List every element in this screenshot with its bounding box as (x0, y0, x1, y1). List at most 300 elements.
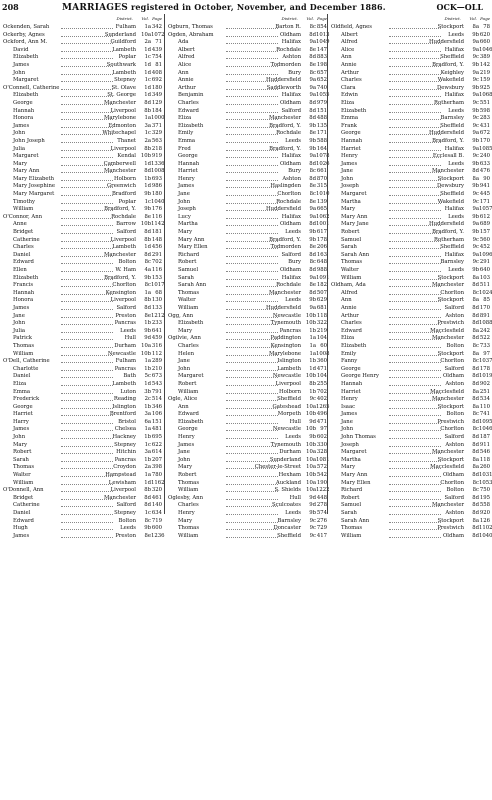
entry-page: 741 (479, 411, 490, 418)
register-entry (329, 373, 491, 381)
entry-volume: 8c (472, 479, 479, 486)
register-entry (329, 487, 491, 495)
entry-page: 452 (479, 244, 490, 251)
entry-page: 1053 (479, 479, 492, 486)
entry-name: Mary (13, 160, 28, 167)
leader-dots (61, 142, 113, 143)
entry-district: Holborn (278, 388, 301, 395)
entry-name: Thomas (341, 525, 363, 532)
register-entry (329, 108, 491, 116)
register-column-2 (166, 14, 330, 539)
entry-volume: 1b (309, 388, 316, 395)
register-entry (329, 457, 491, 465)
entry-volume: 9a (309, 304, 316, 311)
entry-page: 97 (320, 426, 327, 433)
register-entry (166, 389, 328, 397)
entry-page: 110 (479, 403, 490, 410)
leader-dots (226, 430, 278, 431)
leader-dots (61, 393, 113, 394)
register-entry (166, 39, 328, 47)
register-entry (329, 252, 491, 260)
entry-page: 925 (479, 84, 490, 91)
entry-volume: 9d (144, 335, 151, 342)
register-entry (1, 275, 163, 283)
register-entry (166, 351, 328, 359)
entry-name: Charles (178, 342, 199, 349)
entry-volume: 8c (472, 487, 479, 494)
leader-dots (61, 370, 113, 371)
entry-district: Bury (288, 69, 301, 76)
leader-dots (61, 423, 113, 424)
entry-page: 126 (479, 517, 490, 524)
entry-page: 657 (316, 69, 327, 76)
entry-volume: 8e (309, 130, 316, 137)
entry-volume: 2c (144, 396, 151, 403)
entry-page: 854 (316, 24, 327, 30)
entry-page: 60 (320, 342, 327, 349)
register-entry (329, 62, 491, 70)
register-entry (166, 495, 328, 503)
leader-dots (61, 468, 113, 469)
entry-name: Henry (178, 434, 195, 441)
leader-dots (226, 453, 278, 454)
register-entry (329, 161, 491, 169)
entry-name: James (13, 532, 30, 539)
entry-name: Mary Ellen (341, 479, 371, 486)
entry-page: 511 (479, 282, 490, 289)
entry-district: Lambeth (112, 46, 136, 53)
leader-dots (389, 317, 441, 318)
register-entry (1, 229, 163, 237)
entry-page: 481 (151, 426, 162, 433)
entry-volume: 9b (472, 183, 479, 190)
entry-volume: 1d (144, 61, 151, 68)
entry-name: Sarah Ann (341, 517, 370, 524)
leader-dots (389, 415, 441, 416)
entry-district: Liverpool (110, 236, 136, 243)
entry-volume: 9b (144, 274, 151, 281)
register-entry (166, 457, 328, 465)
entry-volume: 10b (305, 373, 316, 380)
entry-volume: 9a (309, 153, 316, 160)
register-entry (1, 502, 163, 510)
entry-district: Bolton (118, 259, 136, 266)
entry-page: 693 (151, 175, 162, 182)
entry-volume: 8d (472, 373, 479, 380)
entry-page: 1049 (316, 39, 330, 46)
leader-dots (226, 423, 278, 424)
entry-district: Bolton (446, 342, 464, 349)
entry-volume: 8d (309, 251, 316, 258)
leader-dots (61, 332, 113, 333)
leader-dots (226, 218, 278, 219)
entry-name: John (13, 130, 26, 137)
entry-volume: 8d (309, 267, 316, 273)
entry-district: Oldham (279, 99, 301, 106)
entry-volume: 8d (144, 99, 151, 106)
register-entry (166, 419, 328, 427)
entry-volume: 8c (309, 168, 316, 175)
entry-district: Rochdale (276, 198, 301, 205)
register-entry (166, 176, 328, 184)
entry-name: Elizabeth (13, 54, 39, 61)
entry-volume: 10a (306, 479, 316, 486)
heading-district: District. (116, 16, 133, 21)
entry-district: Macclesfield (430, 464, 464, 471)
entry-district: Liverpool (110, 145, 136, 152)
entry-name: Timothy (13, 198, 35, 205)
entry-district: Oldham (442, 532, 464, 539)
entry-page: 219 (316, 327, 327, 334)
entry-volume: 1c (144, 441, 151, 448)
leader-dots (61, 58, 113, 59)
entry-name: Margaret (341, 449, 367, 456)
leader-dots (61, 28, 113, 29)
entry-name: William (178, 304, 199, 311)
leader-dots (226, 263, 278, 264)
register-entry (1, 267, 163, 275)
leader-dots (61, 415, 113, 416)
entry-district: Bradford, Y. (104, 274, 136, 281)
entry-volume: 8a (472, 517, 479, 524)
entry-page: 780 (151, 472, 162, 479)
entry-volume: 9b (144, 525, 151, 532)
register-entry (166, 305, 328, 313)
entry-volume: 2a (144, 137, 151, 144)
register-entry (329, 244, 491, 252)
register-entry (1, 70, 163, 78)
register-entry (166, 32, 328, 40)
entry-district: Thanet (117, 137, 136, 144)
register-entry (166, 138, 328, 146)
entry-name: Harriet (13, 411, 33, 418)
entry-district: Salford (444, 365, 464, 372)
entry-volume: 1d (144, 46, 151, 53)
entry-page: 78 (483, 24, 490, 30)
entry-volume: 9b (309, 137, 316, 144)
entry-page: 278 (316, 502, 327, 509)
entry-name: George (341, 130, 361, 137)
leader-dots (61, 233, 113, 234)
entry-volume: 8d (309, 54, 316, 61)
entry-volume: 9a (309, 92, 316, 99)
column-headings (166, 14, 328, 24)
entry-name: Charles (178, 99, 199, 106)
entry-volume: 8d (472, 335, 479, 342)
leader-dots (226, 142, 278, 143)
register-entry (166, 62, 328, 70)
leader-dots (61, 309, 113, 310)
leader-dots (226, 370, 278, 371)
entry-volume: 8d (472, 472, 479, 479)
entry-name: Ockerby, Agnes (3, 31, 45, 38)
entry-name: Frederick (13, 396, 40, 403)
entry-name: Honora (13, 115, 34, 122)
entry-name: James (13, 304, 30, 311)
entry-district: Sunderland (269, 456, 301, 463)
entry-district: Dewsbury (437, 84, 464, 91)
entry-page: 902 (479, 380, 490, 387)
entry-name: Harriet (341, 388, 361, 395)
register-entry (329, 214, 491, 222)
column-divider (164, 14, 165, 514)
leader-dots (226, 172, 278, 173)
register-entry (166, 313, 328, 321)
blank-page-area (0, 516, 491, 800)
register-entry (1, 123, 163, 131)
entry-page: 1072 (151, 31, 165, 38)
entry-district: Lambeth (112, 244, 136, 251)
entry-name: William (13, 479, 34, 486)
leader-dots (389, 51, 441, 52)
entry-district: Chorlton (440, 426, 464, 433)
entry-page: 1024 (479, 289, 492, 296)
leader-dots (226, 362, 278, 363)
leader-dots (389, 324, 441, 325)
leader-dots (389, 248, 441, 249)
entry-name: Hugh (13, 525, 28, 532)
entry-name: O'Donnell, Ann (3, 487, 44, 494)
entry-page: 116 (151, 267, 162, 273)
entry-name: Mary Ann (341, 213, 368, 220)
entry-name: Charlotte (13, 365, 39, 372)
register-entry (329, 426, 491, 434)
register-entry (329, 138, 491, 146)
leader-dots (389, 362, 441, 363)
entry-name: Ann (178, 69, 189, 76)
register-entry (1, 442, 163, 450)
entry-page: 389 (479, 54, 490, 61)
register-entry (329, 54, 491, 62)
title-caps: MARRIAGES (62, 3, 128, 13)
entry-page: 729 (316, 525, 327, 532)
heading-volume: Vol. (141, 16, 149, 21)
register-entry (329, 411, 491, 419)
entry-name: Annie (178, 77, 194, 84)
heading-page: Page (152, 16, 162, 21)
entry-page: 371 (151, 122, 162, 129)
entry-district: Camberwell (103, 160, 136, 167)
title-rest: registered in October, November, and December 1886. (130, 2, 386, 12)
entry-page: 719 (151, 517, 162, 524)
entry-name: Mary Elizabeth (13, 175, 55, 182)
entry-volume: 10b (305, 312, 316, 319)
entry-page: 488 (316, 115, 327, 122)
entry-volume: 9c (309, 396, 316, 403)
entry-name: Sarah (178, 274, 194, 281)
register-entry (329, 404, 491, 412)
entry-district: Oldham (442, 373, 464, 380)
entry-page: 661 (316, 168, 327, 175)
entry-volume: 8d (144, 494, 151, 501)
entry-name: James (341, 411, 358, 418)
entry-district: Pancras (114, 365, 136, 372)
register-entry (166, 252, 328, 260)
entry-district: Wakefield (437, 77, 464, 84)
register-entry (1, 389, 163, 397)
entry-name: Sarah Ann (341, 251, 370, 258)
leader-dots (226, 408, 278, 409)
entry-page: 471 (316, 418, 327, 425)
entry-volume: 8d (309, 160, 316, 167)
entry-volume: 8b (144, 487, 151, 494)
entry-name: Catherine (13, 502, 40, 509)
heading-district: District. (444, 16, 461, 21)
register-entry (166, 290, 328, 298)
entry-district: Salford (444, 304, 464, 311)
leader-dots (61, 66, 113, 67)
entry-page: 182 (316, 282, 327, 289)
register-entry (166, 434, 328, 442)
entry-page: 190 (316, 479, 327, 486)
entry-volume: 8d (144, 229, 151, 236)
entry-page: 104 (316, 373, 327, 380)
entry-district: Halifax (281, 153, 301, 160)
register-entry (1, 168, 163, 176)
register-entry (166, 404, 328, 412)
leader-dots (61, 453, 113, 454)
entry-page: 689 (479, 221, 490, 228)
entry-district: Halifax (444, 46, 464, 53)
register-entry (329, 24, 491, 32)
entry-name: Mary (341, 206, 356, 213)
leader-dots (61, 96, 113, 97)
entry-district: Stockport (437, 403, 464, 410)
entry-district: Stepney (114, 441, 136, 448)
entry-page: 251 (479, 388, 490, 395)
entry-name: Charles (13, 244, 34, 251)
entry-volume: 1d (309, 365, 316, 372)
register-entry (1, 396, 163, 404)
entry-page: 1046 (479, 46, 492, 53)
entry-district: Poplar (118, 54, 136, 61)
register-entry (329, 92, 491, 100)
entry-page: 276 (316, 517, 327, 524)
entry-district: Durham (114, 342, 136, 349)
register-entry (1, 449, 163, 457)
register-entry (1, 244, 163, 252)
entry-name: Hannah (341, 380, 363, 387)
entry-page: 346 (151, 403, 162, 410)
register-entry (329, 343, 491, 351)
register-entry (329, 191, 491, 199)
entry-volume: 9b (472, 160, 479, 167)
register-entry (329, 275, 491, 283)
entry-name: Ogden, Abraham (168, 31, 214, 38)
entry-page: 681 (316, 304, 327, 311)
entry-name: Mary (178, 229, 193, 236)
entry-name: Jane (178, 449, 190, 456)
entry-volume: 1a (144, 115, 151, 122)
entry-page: 622 (151, 441, 162, 448)
heading-district: District. (281, 16, 298, 21)
leader-dots (389, 476, 441, 477)
register-entry (329, 297, 491, 305)
leader-dots (61, 74, 113, 75)
entry-district: Macclesfield (430, 327, 464, 334)
register-entry (166, 24, 328, 32)
entry-district: Dewsbury (437, 183, 464, 190)
entry-district: Bradford, Y. (432, 61, 464, 68)
entry-page: 692 (151, 77, 162, 84)
entry-page: 891 (479, 312, 490, 319)
entry-name: Mary (178, 327, 193, 334)
entry-name: Harriet (178, 168, 198, 175)
entry-volume: 8d (472, 510, 479, 516)
entry-district: Barton R. (275, 24, 301, 30)
entry-volume: 9c (472, 198, 479, 205)
entry-volume: 8b (309, 380, 316, 387)
entry-volume: 8e (309, 61, 316, 68)
entry-page: 140 (151, 502, 162, 509)
entry-name: Sarah (341, 510, 357, 516)
entry-volume: 8d (472, 494, 479, 501)
entry-district: Liverpool (275, 380, 301, 387)
entry-page: 1057 (479, 206, 492, 213)
entry-volume: 9b (472, 229, 479, 236)
entry-volume: 8a (472, 175, 479, 182)
entry-name: Bridget (13, 494, 34, 501)
register-entry (329, 290, 491, 298)
leader-dots (389, 195, 441, 196)
entry-page: 614 (151, 449, 162, 456)
register-entry (1, 373, 163, 381)
leader-dots (226, 157, 278, 158)
register-entry (329, 358, 491, 366)
entry-district: Islington (112, 403, 136, 410)
entry-volume: 8d (309, 99, 316, 106)
entry-district: Bolton (118, 517, 136, 524)
entry-name: Hannah (178, 160, 200, 167)
entry-volume: 9a (472, 221, 479, 228)
leader-dots (226, 96, 278, 97)
register-entry (329, 396, 491, 404)
entry-name: Anne (13, 221, 27, 228)
leader-dots (226, 74, 278, 75)
entry-volume: 9a (472, 39, 479, 46)
entry-district: Bradford, Y. (432, 229, 464, 236)
heading-volume: Vol. (306, 16, 314, 21)
entry-page: 600 (151, 525, 162, 532)
entry-page: 522 (479, 335, 490, 342)
entry-volume: 8b (144, 145, 151, 152)
entry-volume: 9b (144, 206, 151, 213)
entry-page: 219 (479, 69, 490, 76)
entry-volume: 8a (472, 24, 479, 30)
entry-name: Bridget (13, 229, 34, 236)
leader-dots (226, 203, 278, 204)
entry-volume: 8c (144, 259, 151, 266)
entry-volume: 1c (144, 54, 151, 61)
entry-volume: 1b (144, 456, 151, 463)
entry-name: Hannah (13, 289, 35, 296)
leader-dots (389, 438, 441, 439)
register-entry (1, 411, 163, 419)
entry-volume: 8b (144, 107, 151, 114)
register-entry (1, 343, 163, 351)
register-entry (166, 92, 328, 100)
entry-district: Hampstead (105, 472, 136, 479)
entry-district: Manchester (103, 251, 136, 258)
entry-district: Huddersfield (429, 221, 464, 228)
entry-volume: 1c (144, 510, 151, 516)
entry-name: Alfred (341, 289, 358, 296)
entry-district: Huddersfield (266, 304, 301, 311)
leader-dots (226, 332, 278, 333)
leader-dots (61, 506, 113, 507)
leader-dots (61, 438, 113, 439)
entry-page: 754 (151, 54, 162, 61)
